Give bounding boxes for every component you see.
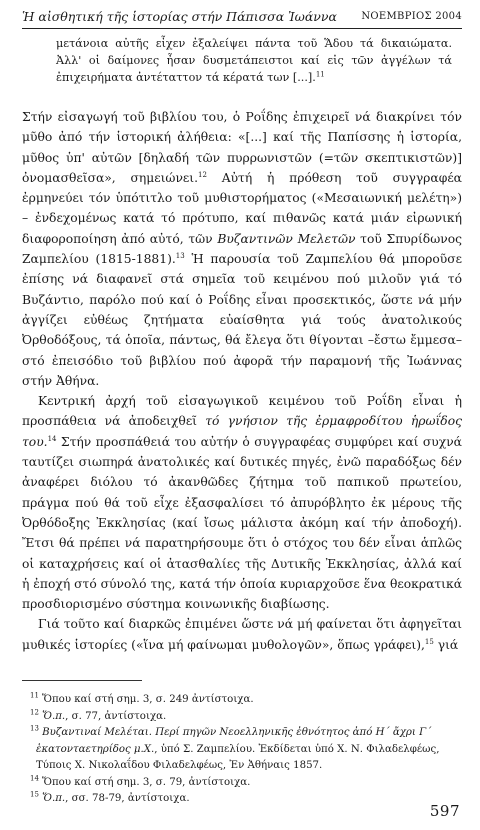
footnote bbox=[22, 709, 462, 726]
text-run: Στήν προσπάθειά του αὐτήν ὁ συγγραφέας συμφύρει καί συχνά ταυτίζει σιωπηρά ἀνατολικές καί δυτικές πηγές, ἐνῶ παραδόξως δέν ἀναφέρει διόλου τό ἀκανθῶδες ζήτημα τοῦ παπικοῦ πρωτείου, πράγμα πού θά τοῦ εἶχε ἐξασφαλίσει τό ἀπυρόβλητο ἐκ μέρους τῆς Ὀρθόδοξης Ἐκκλησίας (καί ἴσως μάλιστα ἀκόμη καί τήν ἀποδοχή). Ἔτσι θά πρέπει νά παρατηρήσουμε ὅτι ὁ στόχος του δέν εἶναι ἁπλῶς οἱ καταχρήσεις καί οἱ ἀτασθαλίες τῆς Δυτικῆς Ἐκκλησίας, ἀλλά καί ἡ ἐποχή στό σύνολό της, κατά τήν ὁποία κυριαρχοῦσε ἕνα θεοκρατικά προσδιορισμένο σύστημα κοινωνικῆς διαβίωσης. bbox=[22, 434, 462, 612]
paragraph bbox=[22, 391, 462, 614]
paragraph bbox=[22, 107, 462, 391]
text-run: Ἡ παρουσία τοῦ Ζαμπελίου θά μποροῦσε ἐπίσης νά διαφανεῖ στά σημεῖα τοῦ κειμένου πού μιλοῦν γιά τό Βυζάντιο, παρόλο πού καί ὁ Ροΐδης εἶναι προσεκτικός, ὥστε νά μήν ἀγγίζει εὐθέως ζητήματα εὐαίσθητα γιά τούς ἀνατολικούς Ὀρθοδόξους, τά ὁποῖα, πάντως, θά ἔλεγα ὅτι θίγονται –ἔστω ἔμμεσα– στό ἐπεισόδιο τοῦ βιβλίου πού ἀφορᾶ τήν παραμονή τῆς Ἰωάννας στήν Ἀθήνα. bbox=[22, 252, 462, 388]
footnote-text: Ὅπου καί στή σημ. 3, σ. 79, ἀντίστοιχα. bbox=[42, 776, 251, 788]
text-run: Γιά τοῦτο καί διαρκῶς ἐπιμένει ὥστε νά μή φαίνεται ὅτι ἀφηγεῖται μυθικές ἱστορίες («ἵνα μή φαίνωμαι μυθολογῶν», ὅπως γράφει), bbox=[22, 617, 462, 652]
text-run: Κεντρική ἀρχή τοῦ εἰσαγωγικοῦ κειμένου τοῦ Ροΐδη εἶναι ἡ προσπάθεια νά ἀποδειχθεῖ bbox=[22, 394, 462, 429]
footnote-italic: Ὅ.π. bbox=[42, 710, 66, 722]
footnote-text: Ὅπου καί στή σημ. 3, σ. 249 ἀντίστοιχα. bbox=[42, 694, 254, 705]
footnote-italic: Ὅ.π. bbox=[42, 793, 66, 804]
footnote-text: , ὑπό Σ. Ζαμπελίου. Ἐκδίδεται ὑπό Χ. Ν. Φιλαδελφέως, Τύποις Χ. Νικολαΐδου Φιλαδελφέως, Ἐν Ἀθήναις 1857. bbox=[36, 743, 440, 771]
footnote-text: , σ. 77, ἀντίστοιχα. bbox=[65, 710, 167, 722]
issue-date: ΝΟΕΜΒΡΙΟΣ 2004 bbox=[361, 11, 462, 22]
footnote bbox=[22, 725, 462, 775]
footnote-number: 13 bbox=[30, 724, 39, 733]
footnote-ref: 13 bbox=[175, 251, 185, 260]
page-number: 597 bbox=[429, 802, 460, 820]
footnote-number: 14 bbox=[30, 774, 39, 783]
italic-title: Βυζαντινῶν Μελετῶν bbox=[217, 231, 356, 246]
text-run: Αὐτή ἡ πρόθεση τοῦ συγγραφέα ἐρμηνεύει τόν ὑπότιτλο τοῦ μυθιστορήματος («Μεσαιωνική μελέτη») – ἐνδεχομένως κατά τό πρότυπο, καί πιθανῶς κατά μιάν εἰρωνική διαφοροποίηση ἀπό αὐτό, τῶν bbox=[22, 170, 462, 246]
footnote-ref: 12 bbox=[198, 170, 207, 179]
running-title: Ἡ αἰσθητική τῆς ἱστορίας στήν Πάπισσα Ἰωάννα bbox=[22, 9, 337, 24]
footnote-text: , σσ. 78-79, ἀντίστοιχα. bbox=[65, 793, 190, 804]
body-text bbox=[22, 107, 462, 655]
footnote-ref: 11 bbox=[315, 70, 325, 79]
footnote-ref: 15 bbox=[424, 637, 434, 646]
footnote-ref: 14 bbox=[47, 434, 57, 443]
italic-phrase: τό γνήσιον τῆς ἐρμαφροδίτου ἡρωΐδος του. bbox=[22, 414, 462, 449]
running-header bbox=[22, 8, 462, 29]
block-quote bbox=[56, 35, 452, 86]
paragraph bbox=[22, 614, 462, 655]
footnote bbox=[22, 775, 462, 792]
footnote bbox=[22, 692, 462, 709]
text-run: Στήν εἰσαγωγή τοῦ βιβλίου του, ὁ Ροΐδης ἐπιχειρεῖ νά διακρίνει τόν μῦθο ἀπό τήν ἱστορική ἀλήθεια: «[...] καί τῆς Παπίσσης ἡ ἱστορία, μῦθος ὑπ' αὐτῶν [δηλαδή τῶν πυρρωνιστῶν (=τῶν σκεπτικιστῶν)] ὀνομασθεῖσα», σημειώνει. bbox=[22, 110, 462, 185]
footnote-number: 15 bbox=[30, 790, 39, 799]
footnote bbox=[22, 791, 462, 808]
footnote-number: 11 bbox=[30, 691, 39, 700]
quote-text: μετάνοια αὐτῆς εἶχεν ἐξαλείψει πάντα τοῦ Ἅδου τά δικαιώματα. Ἀλλ' οἱ δαίμονες ἦσαν δυσμετάπειστοι καί εἰς τῶν ἀγγέλων τά ἐπιχειρήματα ἀντέταττον τά κέρατά των [...]. bbox=[56, 37, 452, 84]
footnote-italic: Βυζαντιναί Μελέται. Περί πηγῶν Νεοελληνικῆς ἐθνότητος ἀπό Η΄ ἄχρι Γ΄ ἑκατονταετηρίδος μ.Χ. bbox=[36, 727, 432, 755]
text-run: γιά bbox=[433, 637, 459, 652]
text-run: τοῦ Σπυρίδωνος Ζαμπελίου (1815-1881). bbox=[22, 231, 463, 267]
footnote-divider bbox=[22, 680, 142, 681]
footnote-number: 12 bbox=[30, 708, 39, 717]
footnotes bbox=[22, 692, 462, 808]
